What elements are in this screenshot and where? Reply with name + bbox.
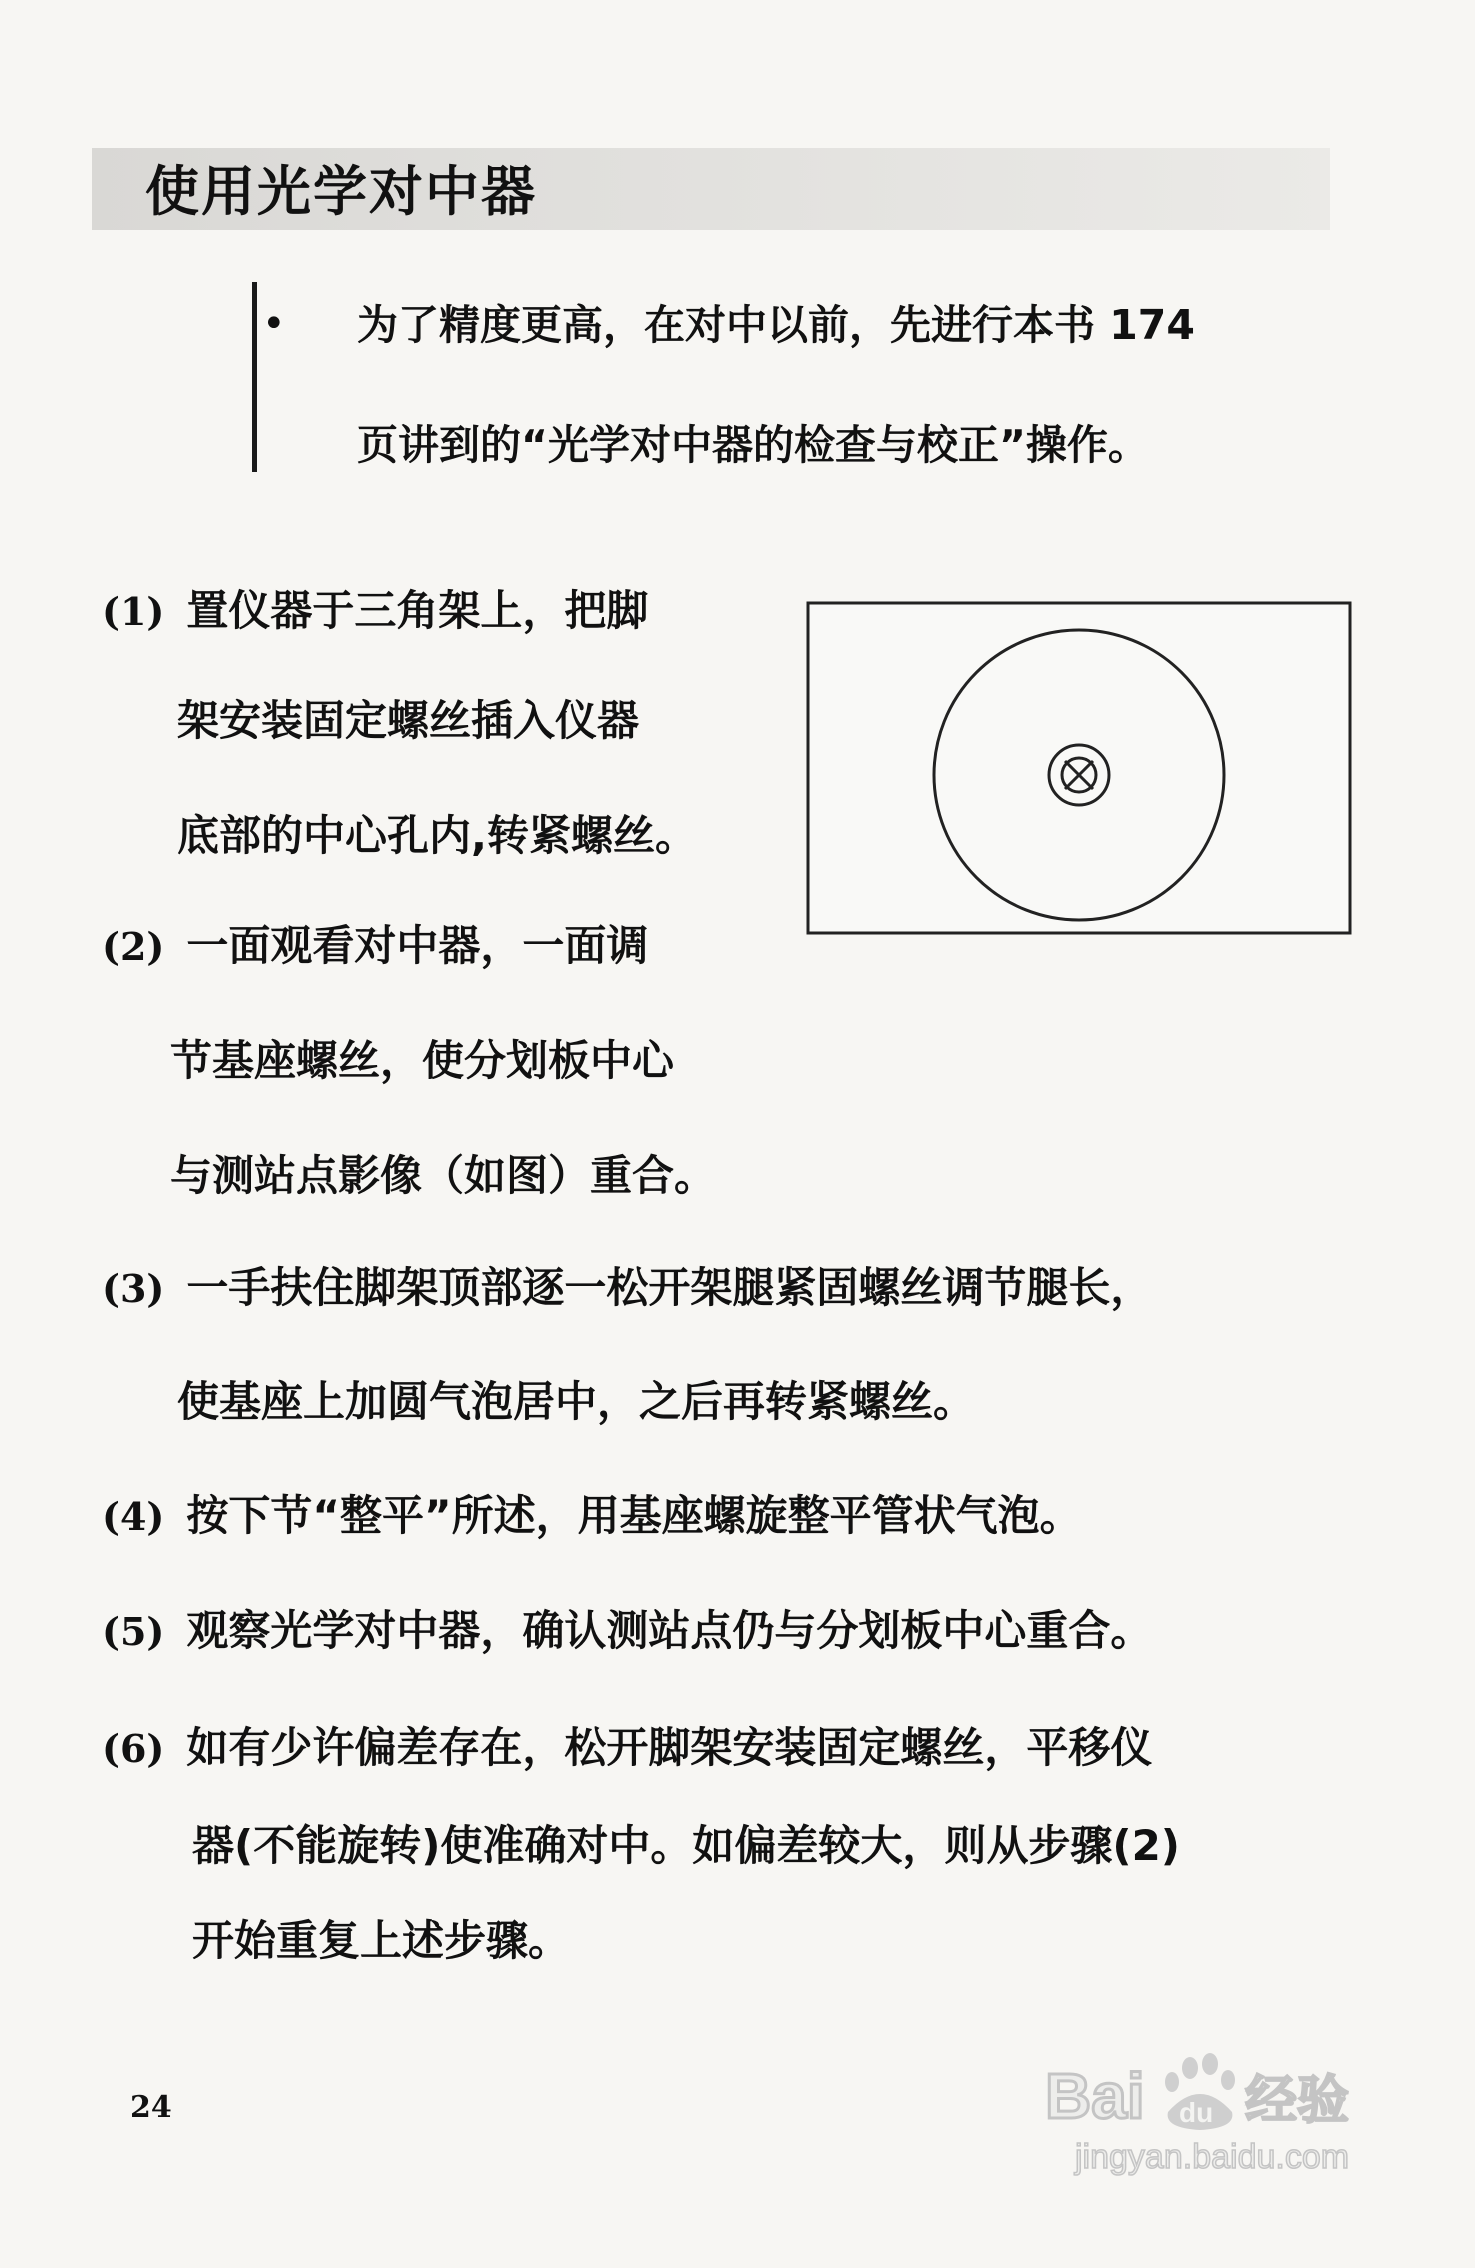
watermark-brand-tail: 经验: [1245, 2071, 1350, 2131]
note-line-1: 为了精度更高，在对中以前，先进行本书 174: [357, 301, 1195, 349]
watermark-brand: Bai: [1045, 2060, 1145, 2132]
step-1-text-1: 置仪器于三角架上，把脚: [186, 586, 649, 635]
step-1-number: (1): [102, 589, 165, 634]
page-number: 24: [130, 2090, 172, 2125]
baidu-watermark: [1040, 2050, 1410, 2180]
step-3-line-2: 使基座上加圆气泡居中，之后再转紧螺丝。: [177, 1377, 976, 1426]
step-4-number: (4): [102, 1494, 165, 1539]
step-2-line-1: [102, 920, 648, 973]
step-6-line-1: [102, 1722, 1152, 1775]
reticle-figure: [805, 600, 1353, 936]
watermark-paw-text: du: [1179, 2097, 1214, 2128]
step-5-line-1: [102, 1605, 1152, 1658]
step-3-line-1: [102, 1262, 1152, 1315]
note-bar: [252, 282, 257, 472]
step-4-line-1: [102, 1490, 1082, 1543]
paw-icon: [1165, 2053, 1235, 2130]
step-1-line-2: 架安装固定螺丝插入仪器: [177, 696, 640, 745]
step-4-text-1: 按下节“整平”所述，用基座螺旋整平管状气泡。: [186, 1491, 1082, 1540]
step-3-number: (3): [102, 1266, 165, 1311]
step-2-line-3: 与测站点影像（如图）重合。: [170, 1151, 717, 1200]
note-bullet: •: [262, 301, 286, 347]
step-2-line-2: 节基座螺丝，使分划板中心: [170, 1036, 675, 1085]
step-1-line-3: 底部的中心孔内,转紧螺丝。: [177, 811, 697, 860]
note-line-2: 页讲到的“光学对中器的检查与校正”操作。: [357, 421, 1149, 469]
step-6-line-2: 器(不能旋转)使准确对中。如偏差较大，则从步骤(2): [192, 1821, 1181, 1870]
step-3-text-1: 一手扶住脚架顶部逐一松开架腿紧固螺丝调节腿长，: [186, 1263, 1153, 1312]
step-6-text-1: 如有少许偏差存在，松开脚架安装固定螺丝，平移仪: [186, 1723, 1153, 1772]
step-5-text-1: 观察光学对中器，确认测站点仍与分划板中心重合。: [186, 1606, 1153, 1655]
step-5-number: (5): [102, 1609, 165, 1654]
step-6-number: (6): [102, 1726, 165, 1771]
page-title: 使用光学对中器: [145, 160, 537, 223]
step-2-number: (2): [102, 924, 165, 969]
step-1-line-1: [102, 585, 648, 638]
watermark-url: jingyan.baidu.com: [1075, 2138, 1350, 2176]
figure-frame: [808, 603, 1350, 933]
step-2-text-1: 一面观看对中器，一面调: [186, 921, 649, 970]
step-6-line-3: 开始重复上述步骤。: [192, 1916, 571, 1965]
